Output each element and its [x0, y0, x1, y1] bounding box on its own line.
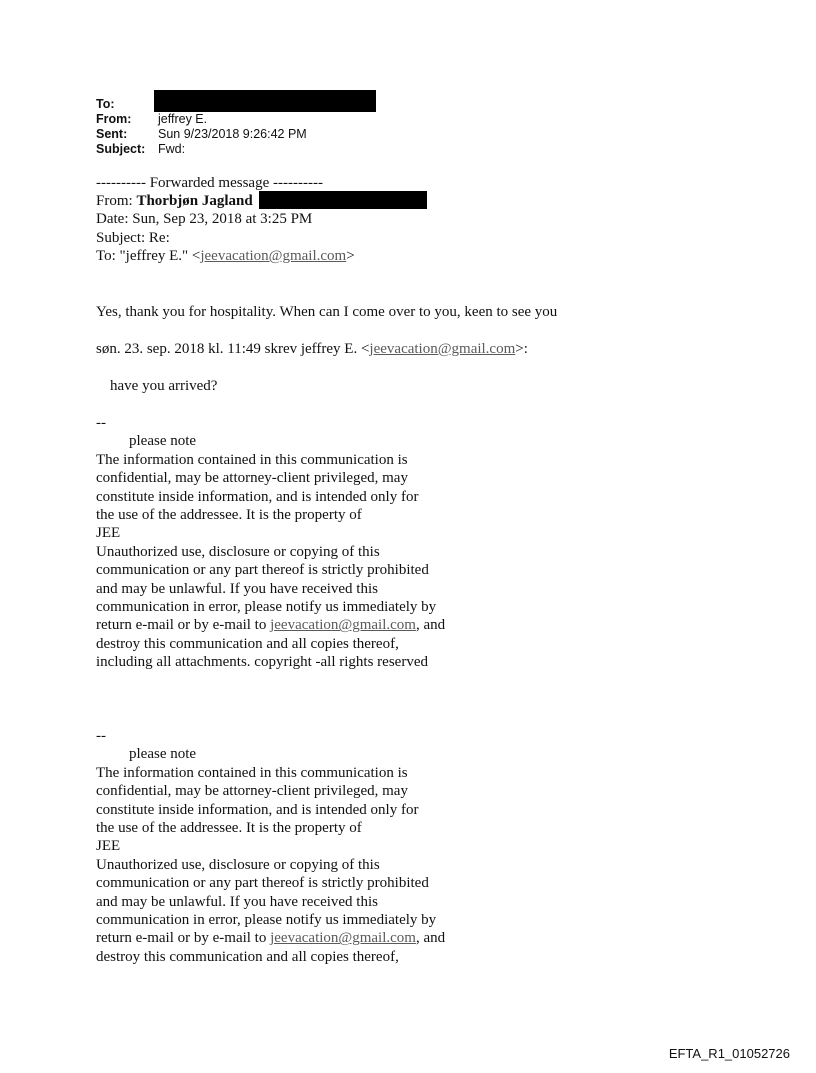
quote-attribution	[96, 340, 528, 358]
disclaimer-line: Unauthorized use, disclosure or copying of this	[96, 856, 380, 873]
subject-value: Fwd:	[158, 142, 186, 156]
disclaimer-including: including all attachments. copyright -all rights reserved	[96, 654, 428, 671]
from-redaction	[259, 191, 427, 209]
quote-email-link[interactable]: jeevacation@gmail.com	[369, 341, 516, 357]
disclaimer-line: communication in error, please notify us immediately by	[96, 599, 437, 616]
disclaimer-line: the use of the addressee. It is the property of	[96, 507, 362, 524]
forward-from-prefix: From:	[96, 193, 137, 209]
disclaimer-return-suffix: , and	[415, 930, 446, 947]
disclaimer-return-line	[96, 616, 445, 634]
reply-text: Yes, thank you for hospitality. When can I come over to you, keen to see you	[96, 304, 558, 320]
disclaimer-line: communication or any part thereof is strictly prohibited	[96, 562, 429, 579]
disclaimer-destroy: destroy this communication and all copies thereof,	[96, 635, 399, 652]
to-redaction	[154, 90, 376, 112]
disclaimer-line: constitute inside information, and is intended only for	[96, 801, 419, 818]
forward-to-email-link[interactable]: jeevacation@gmail.com	[200, 248, 347, 264]
quote-prefix: søn. 23. sep. 2018 kl. 11:49 skrev jeffrey E. <	[96, 341, 370, 357]
disclaimer-line: The information contained in this communication is	[96, 451, 408, 468]
disclaimer-line: Unauthorized use, disclosure or copying of this	[96, 543, 380, 560]
disclaimer-email-link[interactable]: jeevacation@gmail.com	[270, 930, 416, 947]
disclaimer-return-suffix: , and	[415, 617, 446, 634]
from-value: jeffrey E.	[158, 112, 208, 126]
disclaimer-note: please note	[129, 746, 197, 763]
disclaimer-destroy: destroy this communication and all copies thereof,	[96, 948, 399, 965]
disclaimer-return-prefix: return e-mail or by e-mail to	[96, 930, 271, 947]
subject-label: Subject:	[96, 142, 146, 156]
from-label: From:	[96, 112, 132, 126]
forward-to-prefix: To: "jeffrey E." <	[96, 248, 201, 264]
disclaimer-line: confidential, may be attorney-client privileged, may	[96, 470, 408, 487]
disclaimer-email-link[interactable]: jeevacation@gmail.com	[270, 617, 416, 634]
disclaimer-line: The information contained in this communication is	[96, 764, 408, 781]
disclaimer-line: JEE	[96, 525, 121, 542]
forward-from	[96, 192, 253, 210]
disclaimer-return-line	[96, 929, 445, 947]
quoted-text: have you arrived?	[110, 378, 218, 394]
to-label: To:	[96, 97, 115, 111]
disclaimer-return-prefix: return e-mail or by e-mail to	[96, 617, 271, 634]
forward-subject: Subject: Re:	[96, 230, 170, 246]
forward-to-suffix: >	[346, 248, 355, 264]
disclaimer-dash: --	[96, 415, 106, 431]
disclaimer-line: constitute inside information, and is intended only for	[96, 488, 419, 505]
bates-number: EFTA_R1_01052726	[668, 1046, 790, 1061]
disclaimer-note: please note	[129, 433, 197, 450]
disclaimer-line: confidential, may be attorney-client privileged, may	[96, 783, 408, 800]
disclaimer-line: the use of the addressee. It is the property of	[96, 820, 362, 837]
forward-separator: ---------- Forwarded message ----------	[96, 175, 323, 191]
disclaimer-block-2	[96, 727, 445, 966]
sent-value: Sun 9/23/2018 9:26:42 PM	[158, 127, 307, 141]
quote-suffix: >:	[515, 341, 528, 357]
disclaimer-line: and may be unlawful. If you have received this	[96, 893, 378, 910]
forward-date: Date: Sun, Sep 23, 2018 at 3:25 PM	[96, 211, 313, 227]
disclaimer-dash: --	[96, 728, 106, 744]
disclaimer-line: and may be unlawful. If you have received this	[96, 580, 378, 597]
sent-label: Sent:	[96, 127, 128, 141]
disclaimer-block-1	[96, 414, 445, 672]
disclaimer-line: communication in error, please notify us immediately by	[96, 912, 437, 929]
disclaimer-line: JEE	[96, 838, 121, 855]
forward-to	[96, 247, 355, 265]
forward-from-name: Thorbjøn Jagland	[136, 193, 253, 209]
disclaimer-line: communication or any part thereof is strictly prohibited	[96, 875, 429, 892]
